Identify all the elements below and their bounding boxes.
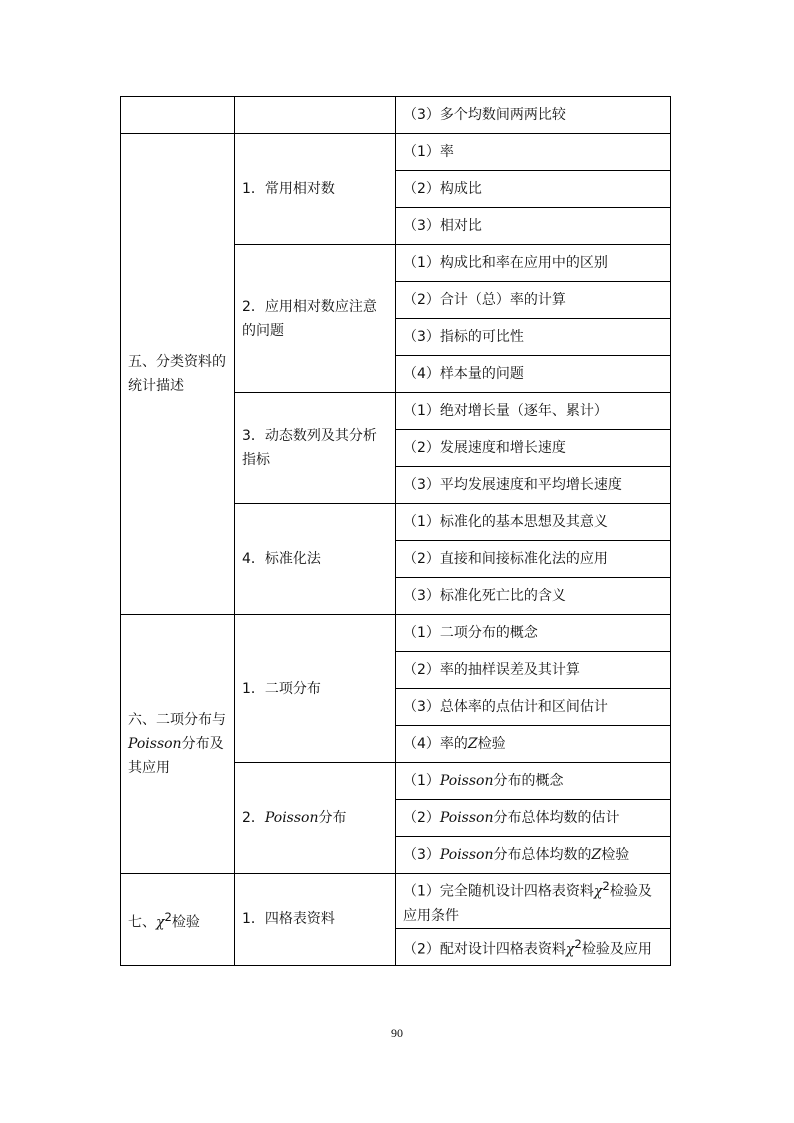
topic-title: 2．应用相对数应注意的问题 — [235, 245, 396, 393]
text-part: （4）率的 — [403, 736, 468, 752]
list-item: （3）相对比 — [396, 208, 671, 245]
list-item: （1）绝对增长量（逐年、累计） — [396, 393, 671, 430]
table-row — [121, 97, 671, 134]
list-item — [396, 763, 671, 800]
page-number: 90 — [391, 1026, 403, 1040]
z-symbol: Z — [591, 847, 602, 863]
chi-symbol: χ — [593, 883, 603, 900]
list-item: （3）多个均数间两两比较 — [396, 97, 671, 134]
section-title-poisson: Poisson — [128, 736, 182, 752]
section-title — [121, 615, 235, 874]
list-item: （2）发展速度和增长速度 — [396, 430, 671, 467]
text-part: （2）配对设计四格表资料 — [403, 941, 566, 958]
chi-symbol: χ — [565, 941, 575, 958]
text-part: 2． — [242, 810, 265, 826]
list-item — [396, 928, 671, 965]
empty-cell — [121, 97, 235, 134]
superscript: 2 — [602, 879, 610, 893]
list-item: （3）标准化死亡比的含义 — [396, 578, 671, 615]
section-title-part: 六、二项分布与 — [128, 712, 226, 728]
text-part: （3） — [403, 847, 440, 863]
syllabus-table — [120, 96, 671, 966]
poisson-term: Poisson — [439, 810, 494, 826]
text-part: （2） — [403, 810, 440, 826]
superscript: 2 — [164, 909, 172, 924]
superscript: 2 — [574, 936, 582, 951]
text-part: 检验及应用 — [581, 941, 652, 958]
text-part: 检验 — [477, 736, 506, 752]
poisson-term: Poisson — [439, 773, 494, 789]
list-item: （1）标准化的基本思想及其意义 — [396, 504, 671, 541]
list-item: （1）构成比和率在应用中的区别 — [396, 245, 671, 282]
text-part: （1） — [403, 773, 440, 789]
topic-title: 1．四格表资料 — [235, 874, 396, 966]
topic-title: 4．标准化法 — [235, 504, 396, 615]
text-part: 分布的概念 — [493, 773, 564, 789]
text-part: 检验 — [171, 914, 200, 931]
list-item: （1）率 — [396, 134, 671, 171]
table-row — [121, 874, 671, 929]
text-part: （1）完全随机设计四格表资料 — [403, 883, 594, 900]
text-part: 检验 — [601, 847, 630, 863]
text-part: 检验及应用条件 — [403, 883, 652, 924]
list-item — [396, 837, 671, 874]
list-item: （2）构成比 — [396, 171, 671, 208]
list-item: （2）直接和间接标准化法的应用 — [396, 541, 671, 578]
topic-title — [235, 763, 396, 874]
text-part: 分布总体均数的 — [493, 847, 592, 863]
list-item: （2）率的抽样误差及其计算 — [396, 652, 671, 689]
list-item: （1）二项分布的概念 — [396, 615, 671, 652]
poisson-term: Poisson — [439, 847, 494, 863]
section-title-part: 分布及其应用 — [128, 736, 224, 776]
list-item — [396, 726, 671, 763]
list-item — [396, 800, 671, 837]
table-row — [121, 615, 671, 652]
poisson-term: Poisson — [264, 810, 319, 826]
list-item: （4）样本量的问题 — [396, 356, 671, 393]
list-item: （3）平均发展速度和平均增长速度 — [396, 467, 671, 504]
list-item: （3）指标的可比性 — [396, 319, 671, 356]
list-item: （2）合计（总）率的计算 — [396, 282, 671, 319]
text-part: 七、 — [128, 914, 156, 931]
topic-title: 3．动态数列及其分析指标 — [235, 393, 396, 504]
text-part: 分布 — [318, 810, 347, 826]
empty-cell — [235, 97, 396, 134]
list-item: （3）总体率的点估计和区间估计 — [396, 689, 671, 726]
topic-title: 1．二项分布 — [235, 615, 396, 763]
chi-symbol: χ — [156, 914, 165, 931]
text-part: 分布总体均数的估计 — [493, 810, 620, 826]
section-title: 五、分类资料的统计描述 — [121, 134, 235, 615]
list-item — [396, 874, 671, 929]
z-symbol: Z — [467, 736, 478, 752]
section-title — [121, 874, 235, 966]
table-row — [121, 134, 671, 171]
topic-title: 1．常用相对数 — [235, 134, 396, 245]
